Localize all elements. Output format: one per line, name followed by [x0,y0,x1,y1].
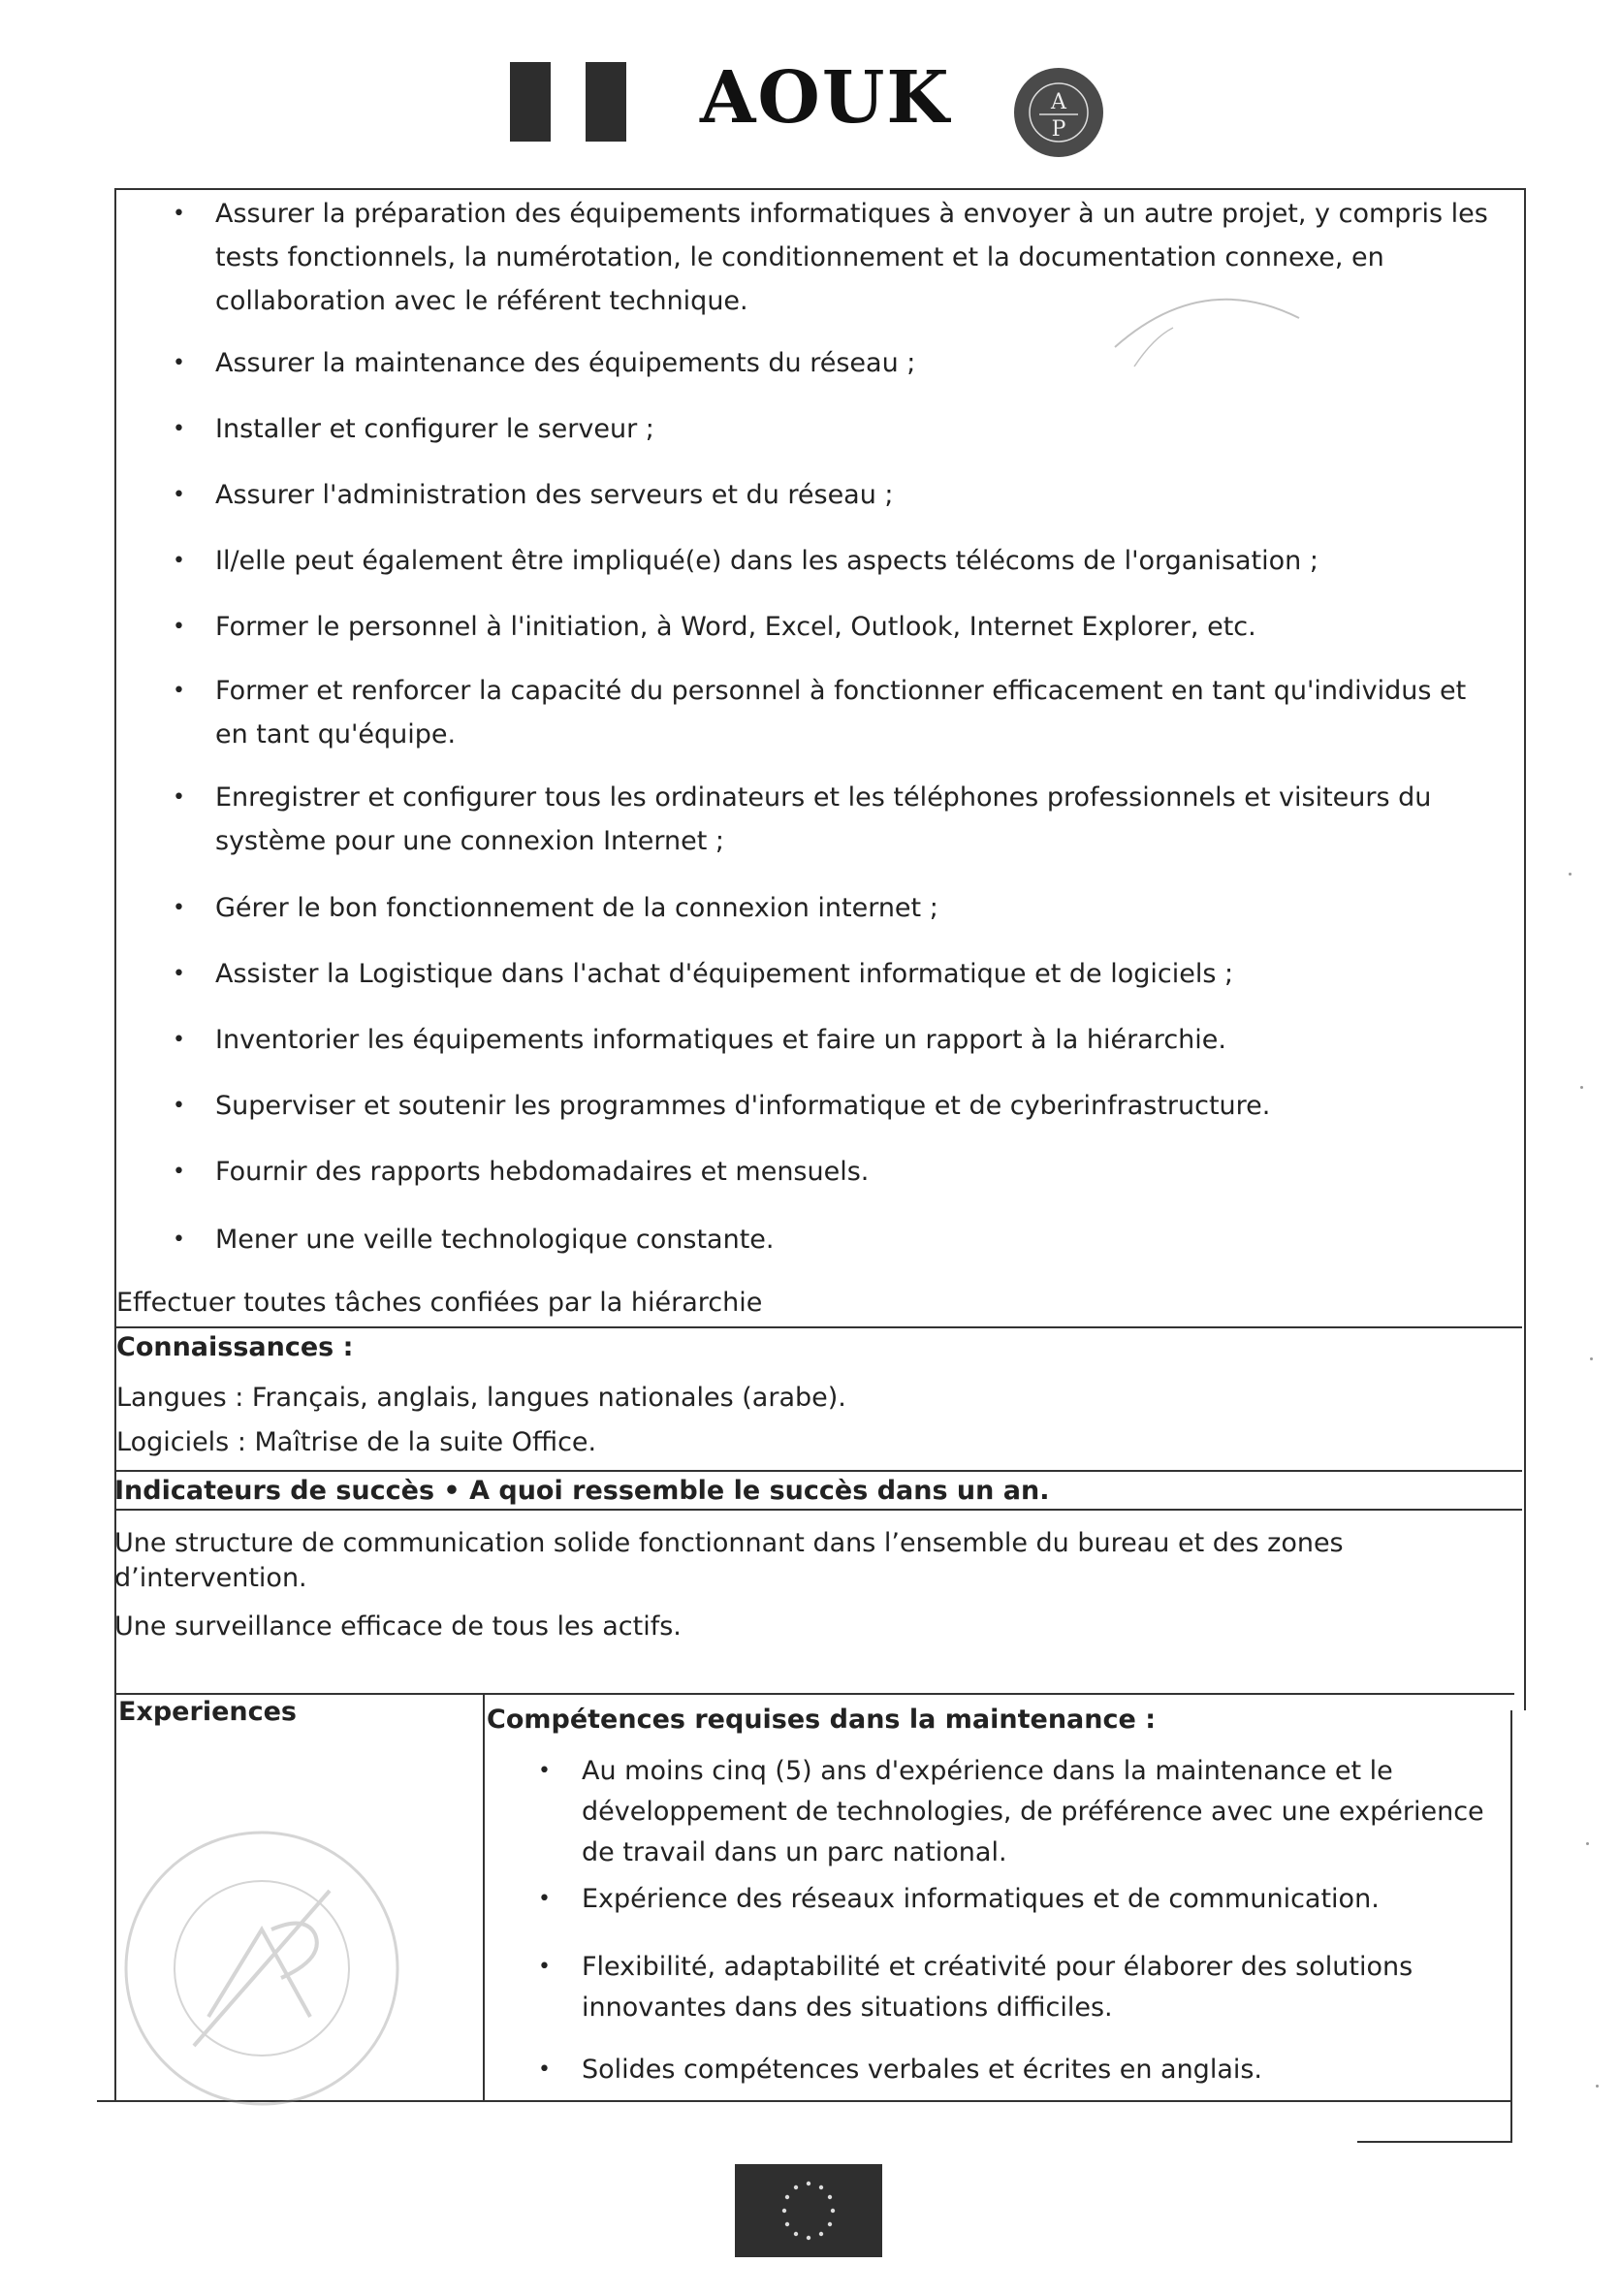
experience-heading: Experiences [118,1697,297,1727]
success-line-1: Une structure de communication solide fonctionnant dans l’ensemble du bureau et des zones d’intervention. [114,1528,1344,1593]
row-divider-knowledge [114,1326,1522,1328]
document-header [0,48,1620,155]
knowledge-heading: Connaissances : [116,1332,354,1362]
list-item: • Solides compétences verbales et écrites en anglais. [538,2055,1263,2085]
list-item: • Mener une veille technologique constante. [173,1225,775,1255]
list-item: • Inventorier les équipements informatiques et faire un rapport à la hiérarchie. [173,1025,1226,1055]
eu-flag-icon [735,2164,882,2257]
logo-bar-right [586,62,626,142]
scan-speck [1586,1842,1589,1845]
list-item: • Au moins cinq (5) ans d'expérience dans la maintenance et le développement de technologies, de préférence avec une expérience de travail dans un parc national. [538,1756,1484,1867]
list-item: • Installer et configurer le serveur ; [173,414,654,444]
list-item: • Superviser et soutenir les programmes d'informatique et de cyberinfrastructure. [173,1091,1271,1121]
list-item: • Assurer l'administration des serveurs et du réseau ; [173,480,894,510]
logo-bar-left [510,62,551,142]
svg-text:A: A [1051,90,1066,114]
skills-heading: Compétences requises dans la maintenance : [487,1705,1156,1735]
success-line-2: Une surveillance efficace de tous les actifs. [114,1611,682,1642]
list-item: • Il/elle peut également être impliqué(e) dans les aspects télécoms de l'organisation ; [173,546,1318,576]
list-item: • Assurer la préparation des équipements informatiques à envoyer à un autre projet, y compris les tests fonctionnels, la numérotation, le conditionnement et la documentation connexe, en collaboration avec le référent technique. [173,199,1488,316]
list-item: • Fournir des rapports hebdomadaires et mensuels. [173,1157,870,1187]
languages-text: Langues : Français, anglais, langues nationales (arabe). [116,1383,846,1413]
row-divider-success [114,1470,1522,1472]
table-bottom-border-right [1357,2141,1512,2143]
african-parks-stamp-icon [116,1823,407,2114]
scan-speck [1590,1357,1593,1360]
experience-column-divider [483,1693,485,2100]
success-heading: Indicateurs de succès • A quoi ressemble le succès dans un an. [114,1476,1050,1506]
list-item: • Assister la Logistique dans l'achat d'équipement informatique et de logiciels ; [173,959,1234,989]
list-item: • Expérience des réseaux informatiques et de communication. [538,1884,1380,1914]
software-text: Logiciels : Maîtrise de la suite Office. [116,1427,597,1457]
svg-text:P: P [1051,117,1066,142]
extra-task-text: Effectuer toutes tâches confiées par la hiérarchie [116,1288,763,1318]
scan-speck [1580,1086,1583,1089]
list-item: • Former le personnel à l'initiation, à Word, Excel, Outlook, Internet Explorer, etc. [173,612,1256,642]
list-item: • Assurer la maintenance des équipements du réseau ; [173,348,916,378]
scan-speck [1569,873,1572,876]
list-item: • Flexibilité, adaptabilité et créativité pour élaborer des solutions innovantes dans des situations difficiles. [538,1952,1414,2023]
scan-speck [1596,2085,1599,2088]
table-left-border [114,188,116,2100]
row-divider-success-heading [114,1509,1522,1511]
list-item: • Gérer le bon fonctionnement de la connexion internet ; [173,893,938,923]
list-item: • Enregistrer et configurer tous les ordinateurs et les téléphones professionnels et visiteurs du système pour une connexion Internet ; [173,782,1432,856]
organization-title: AOUK [700,56,951,140]
list-item: • Former et renforcer la capacité du personnel à fonctionner efficacement en tant qu'individus et en tant qu'équipe. [173,676,1467,749]
row-divider-experience [114,1693,1514,1695]
table-top-border [114,188,1526,190]
table-right-border-upper [1524,188,1526,1710]
african-parks-seal-icon [1012,66,1105,159]
